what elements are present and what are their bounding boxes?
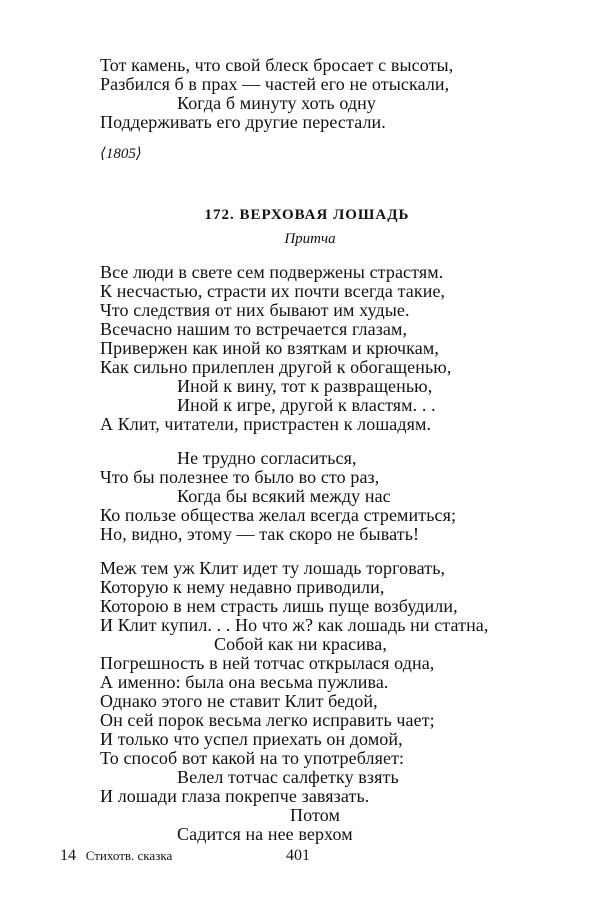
verse-line: Велел тотчас салфетку взять	[177, 767, 399, 787]
verse-line: Однако этого не ставит Клит бедой,	[100, 691, 378, 711]
verse-line: Привержен как иной ко взяткам и крючкам,	[100, 338, 439, 358]
verse-line: Разбился б в прах — частей его не отыскали,	[100, 74, 450, 94]
verse-line: Не трудно согласиться,	[177, 448, 357, 468]
verse-line: Всечасно нашим то встречается глазам,	[100, 319, 408, 339]
signature-number: 14	[60, 847, 76, 864]
verse-line: Он сей порок весьма легко исправить чает;	[100, 710, 435, 730]
verse-line: Тот камень, что свой блеск бросает с высоты,	[100, 55, 454, 75]
verse-line: Но, видно, этому — так скоро не бывать!	[100, 524, 420, 544]
verse-line: То способ вот какой на то употребляет:	[100, 748, 405, 768]
verse-line: Как сильно прилеплен другой к обогащенью,	[100, 357, 452, 377]
page-number: 401	[286, 847, 310, 864]
verse-line: А Клит, читатели, пристрастен к лошадям.	[100, 414, 432, 434]
verse-line: Собой как ни красива,	[214, 634, 387, 654]
verse-line: Потом	[290, 805, 340, 825]
verse-line: И Клит купил. . . Но что ж? как лошадь ни статна,	[100, 615, 489, 635]
verse-line: И лошади глаза покрепче завязать.	[100, 786, 370, 806]
verse-line: Поддерживать его другие перестали.	[100, 112, 386, 132]
poem-date: ⟨1805⟩	[100, 146, 142, 162]
verse-line: Все люди в свете сем подвержены страстям.	[100, 262, 444, 282]
poem-subtitle: Притча	[284, 231, 336, 247]
verse-line: Садится на нее верхом	[177, 824, 353, 844]
verse-line: Ко пользе общества желал всегда стремиться;	[100, 505, 457, 525]
verse-line: Что следствия от них бывают им худые.	[100, 300, 410, 320]
verse-line: Иной к вину, тот к развращенью,	[177, 376, 433, 396]
verse-line: Которую к нему недавно приводили,	[100, 577, 385, 597]
verse-line: А именно: была она весьма пужлива.	[100, 672, 389, 692]
verse-line: Которою в нем страсть лишь пуще возбудили,	[100, 596, 458, 616]
verse-line: Погрешность в ней тотчас открылася одна,	[100, 653, 435, 673]
signature-text: Стихотв. сказка	[85, 848, 173, 863]
verse-line: Иной к игре, другой к властям. . .	[177, 395, 436, 415]
verse-line: Меж тем уж Клит идет ту лошадь торговать,	[100, 558, 446, 578]
verse-line: Когда бы всякий между нас	[177, 486, 391, 506]
verse-line: И только что успел приехать он домой,	[100, 729, 403, 749]
verse-line: К несчастью, страсти их почти всегда такие,	[100, 281, 446, 301]
verse-line: Когда б минуту хоть одну	[177, 93, 377, 113]
printer-signature	[60, 847, 172, 865]
poem-title: 172. ВЕРХОВАЯ ЛОШАДЬ	[204, 207, 410, 223]
verse-line: Что бы полезнее то было во сто раз,	[100, 467, 380, 487]
